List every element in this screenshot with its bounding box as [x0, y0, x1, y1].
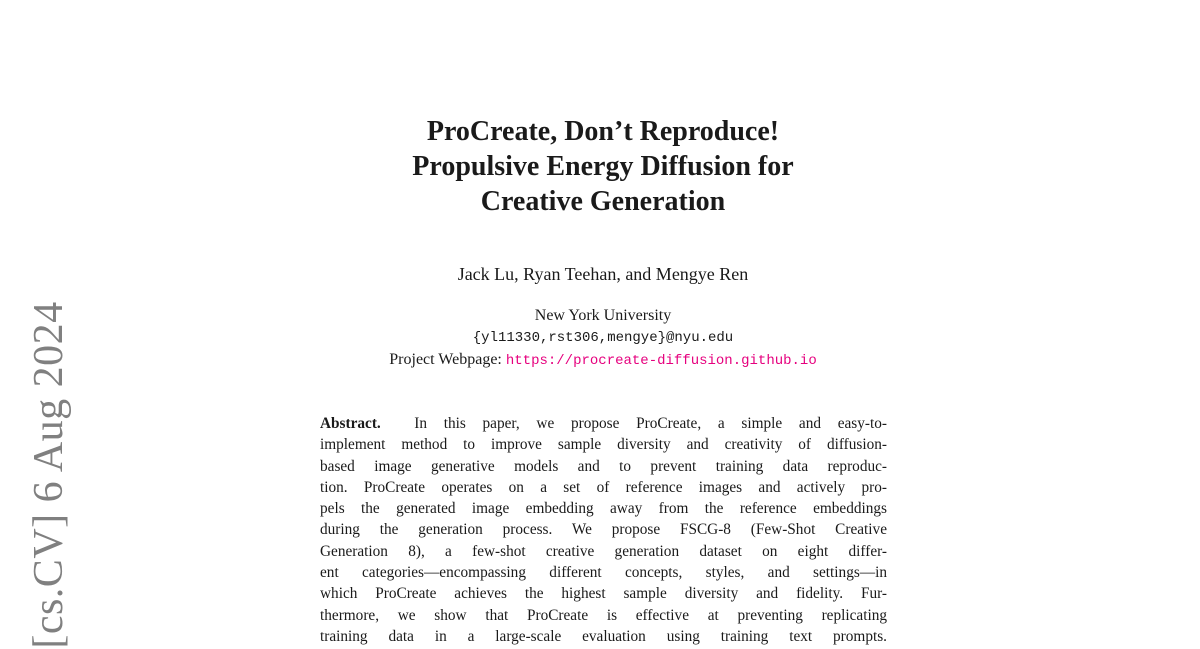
abstract-line: pels the generated image embedding away from the reference embeddings — [320, 500, 887, 518]
arxiv-sidebar-stamp — [14, 301, 84, 649]
abstract-line: which ProCreate achieves the highest sample diversity and fidelity. Fur- — [320, 585, 887, 603]
abstract-line: during the generation process. We propose FSCG-8 (Few-Shot Creative — [320, 521, 887, 539]
title-line-1: ProCreate, Don’t Reproduce! — [426, 116, 780, 147]
abstract-line: Generation 8), a few-shot creative generation dataset on eight differ- — [320, 542, 887, 560]
project-webpage-link[interactable]: https://procreate-diffusion.github.io — [505, 353, 817, 369]
abstract-label: Abstract. — [320, 415, 381, 432]
abstract — [320, 413, 887, 647]
abstract-line: based image generative models and to prevent training data reproduc- — [320, 457, 887, 475]
project-webpage-line — [300, 349, 906, 372]
abstract-line — [320, 413, 887, 434]
arxiv-stamp-text: [cs.CV] 6 Aug 2024 — [26, 301, 72, 649]
abstract-line: thermore, we show that ProCreate is effective at preventing replicating — [320, 606, 887, 624]
webpage-label: Project Webpage: — [389, 351, 502, 368]
institution: New York University — [534, 307, 672, 324]
abstract-line: training data in a large-scale evaluation using training text prompts. — [320, 627, 887, 645]
abstract-line: ent categories—encompassing different concepts, styles, and settings—in — [320, 564, 887, 582]
affiliation-block — [300, 305, 906, 372]
abstract-line-text: In this paper, we propose ProCreate, a simple and easy-to- — [414, 415, 887, 432]
abstract-line: tion. ProCreate operates on a set of reference images and actively pro- — [320, 478, 887, 496]
title-line-2: Propulsive Energy Diffusion for — [412, 151, 794, 182]
title-line-3: Creative Generation — [480, 186, 726, 217]
author-emails: {yl11330,rst306,mengye}@nyu.edu — [472, 330, 734, 346]
author-list: Jack Lu, Ryan Teehan, and Mengye Ren — [457, 264, 749, 284]
abstract-line: implement method to improve sample diversity and creativity of diffusion- — [320, 436, 887, 454]
paper-title — [300, 114, 906, 219]
